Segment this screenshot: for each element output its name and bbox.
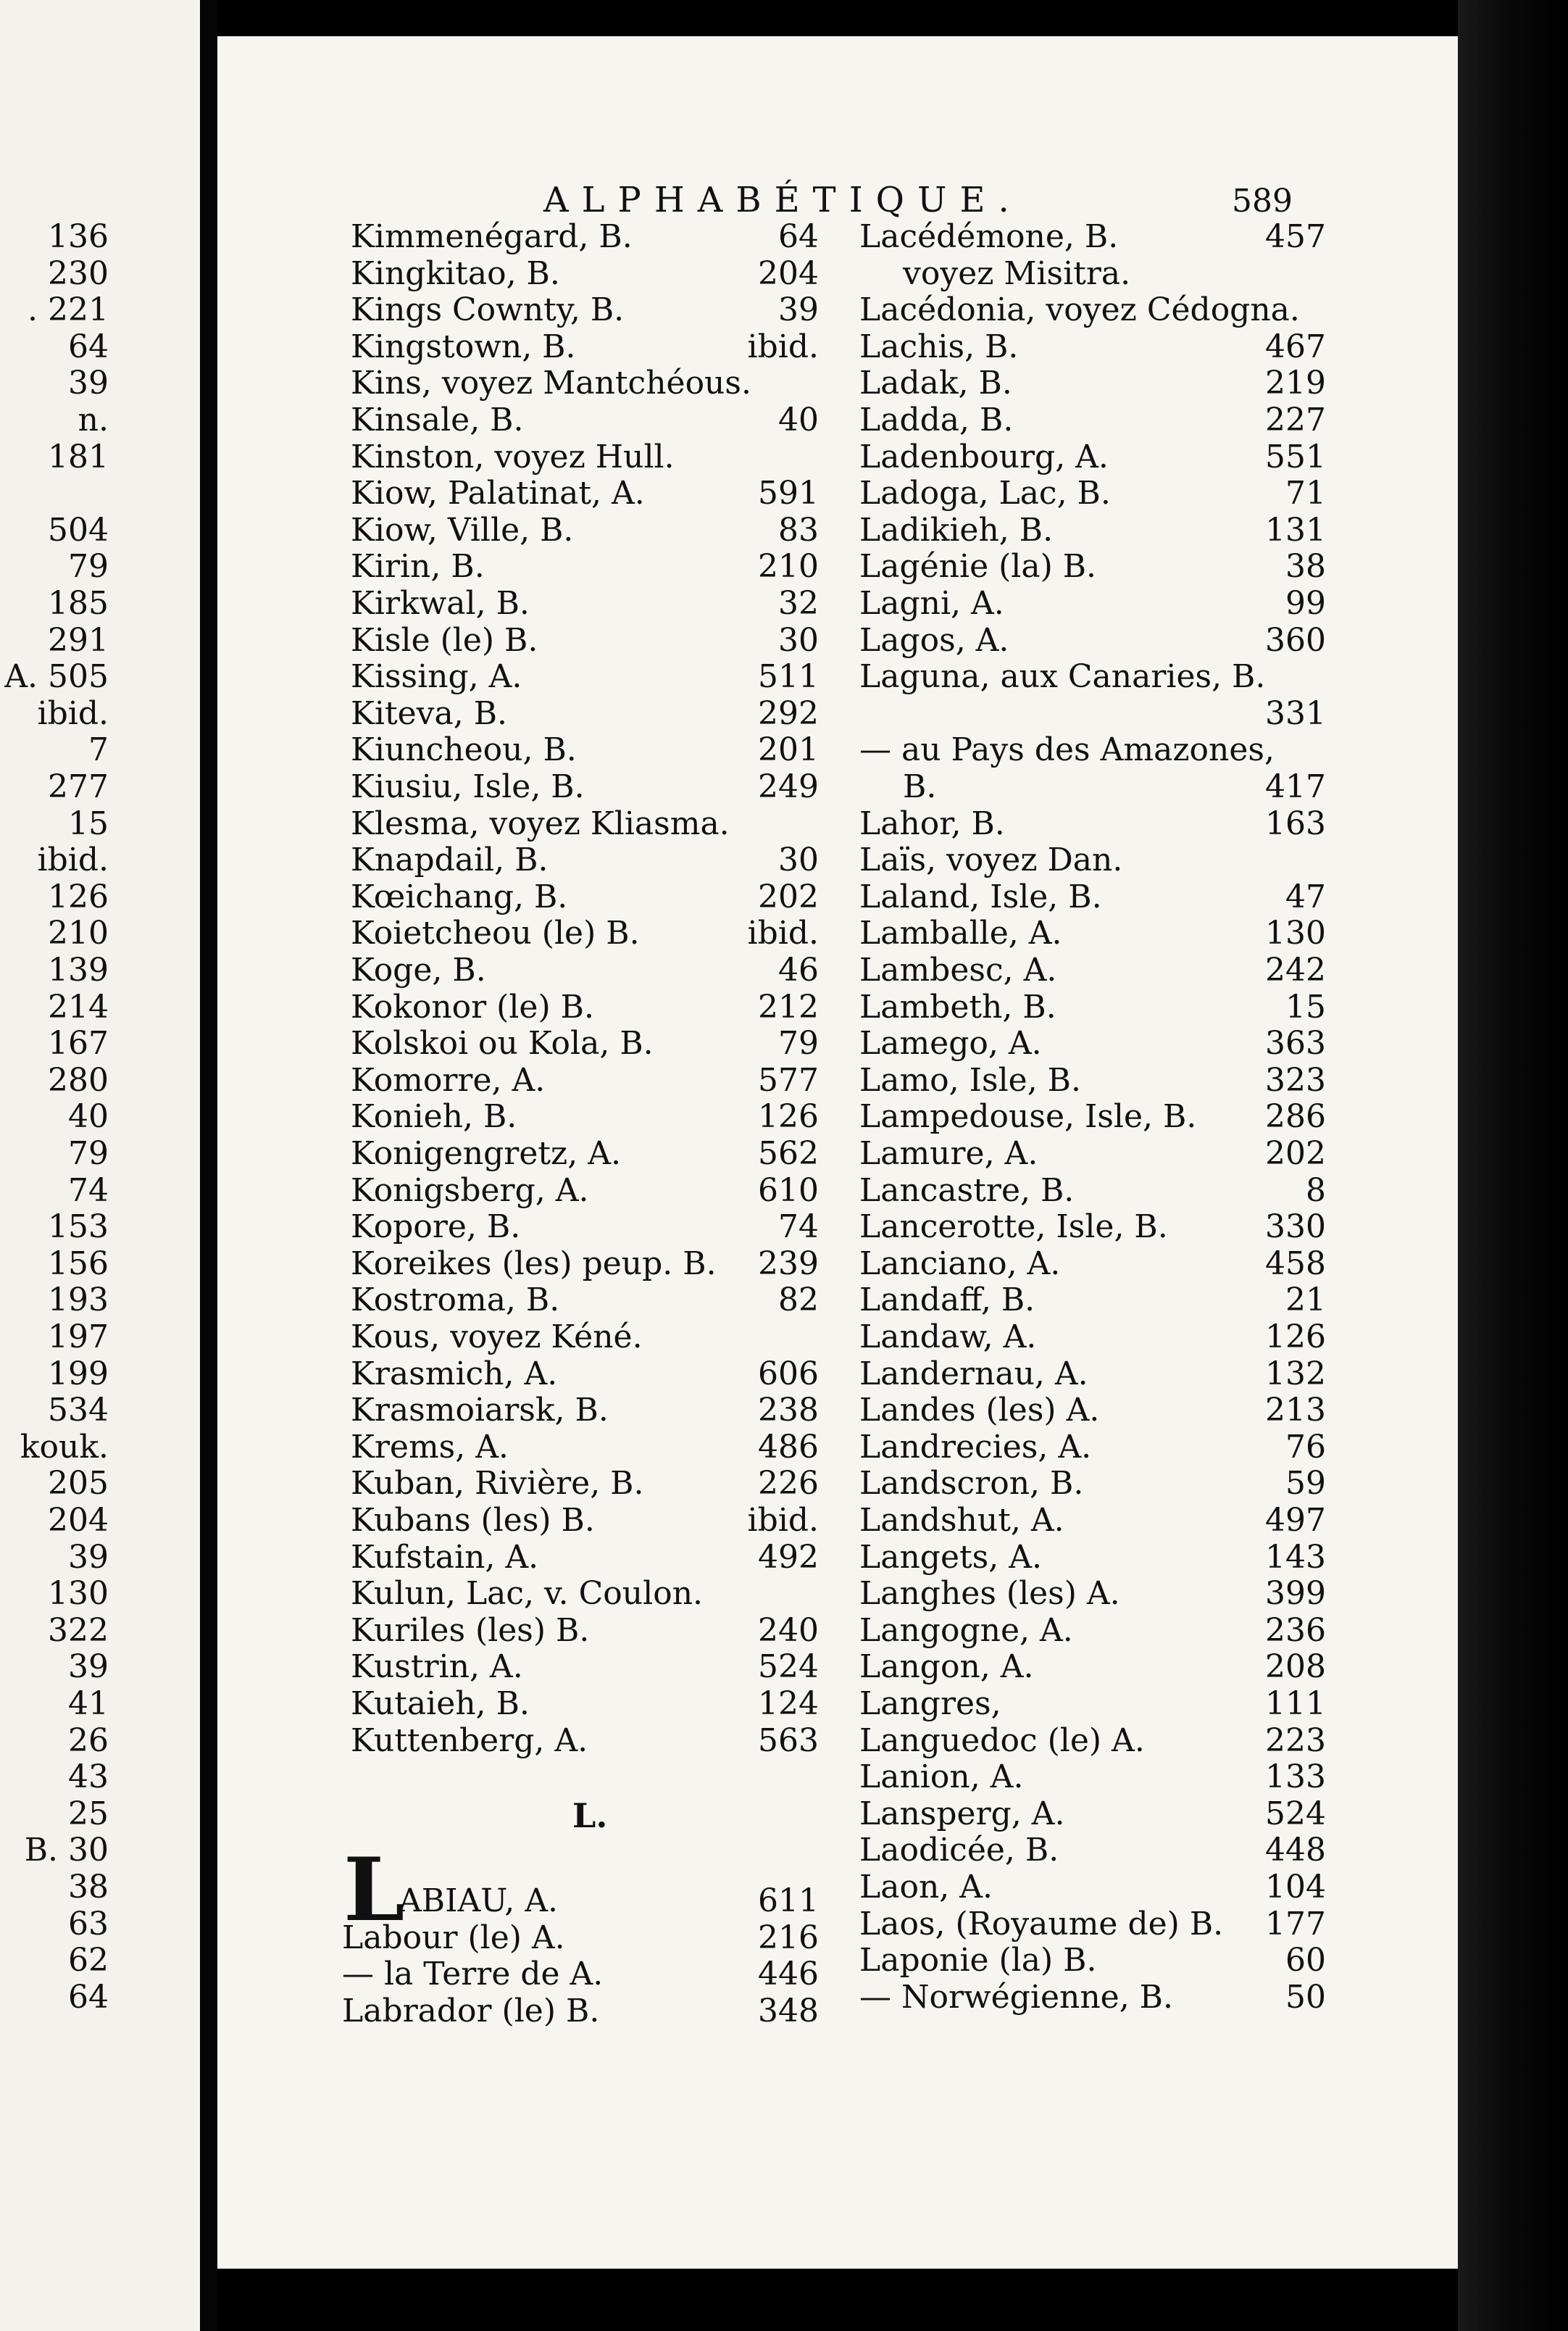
index-entry-page: 202 xyxy=(1265,1135,1326,1172)
index-entry-name: Kuban, Rivière, B. xyxy=(351,1465,644,1503)
index-entry-page: 348 xyxy=(758,1992,819,2029)
index-entry-name: Lanciano, A. xyxy=(859,1245,1061,1282)
index-entry-page: 71 xyxy=(1285,475,1326,512)
page-number: 589 xyxy=(1232,183,1293,220)
index-entry-page: 30 xyxy=(778,842,819,879)
index-entry-name: Lacédonia, voyez Cédogna. xyxy=(859,291,1300,329)
index-entry-name: Konigengretz, A. xyxy=(351,1135,621,1172)
index-entry-page: 524 xyxy=(758,1648,819,1686)
index-entry-name: Kiusiu, Isle, B. xyxy=(351,768,585,805)
margin-number: 126 xyxy=(48,878,109,915)
index-entry-page: 39 xyxy=(778,291,819,329)
margin-number: 79 xyxy=(68,548,109,586)
index-entry-name: Lancerotte, Isle, B. xyxy=(859,1208,1168,1246)
margin-number: 64 xyxy=(68,328,109,365)
index-entry-page: 448 xyxy=(1265,1832,1326,1869)
index-entry-page: 47 xyxy=(1285,878,1326,915)
index-entry-page: 40 xyxy=(778,402,819,439)
index-entry-name: Kisle (le) B. xyxy=(351,621,538,659)
index-entry-name: Kuriles (les) B. xyxy=(351,1611,590,1649)
margin-number: 38 xyxy=(68,1869,109,1906)
index-entry-name: Langogne, A. xyxy=(859,1611,1073,1649)
index-entry-page: 240 xyxy=(758,1611,819,1649)
index-entry-name: Langhes (les) A. xyxy=(859,1575,1120,1613)
index-entry-page: 492 xyxy=(758,1538,819,1576)
index-entry-name: Krasmich, A. xyxy=(351,1355,558,1392)
margin-number: 153 xyxy=(48,1208,109,1246)
index-entry-page: 133 xyxy=(1265,1758,1326,1796)
margin-number: 74 xyxy=(68,1171,109,1209)
index-entry-page: 210 xyxy=(758,548,819,586)
index-entry-name: Kufstain, A. xyxy=(351,1538,539,1576)
index-entry-page: 208 xyxy=(1265,1648,1326,1686)
index-entry-name: Kings Cownty, B. xyxy=(351,291,625,329)
margin-number: 25 xyxy=(68,1795,109,1832)
index-entry-page: 99 xyxy=(1285,585,1326,622)
index-entry-page: 216 xyxy=(758,1919,819,1956)
index-entry-name: Kirkwal, B. xyxy=(351,585,530,622)
index-entry-page: 213 xyxy=(1265,1392,1326,1429)
margin-number: 64 xyxy=(68,1978,109,2016)
index-entry-page: 202 xyxy=(758,878,819,915)
index-entry-name: Komorre, A. xyxy=(351,1061,546,1099)
index-entry-name: Kingstown, B. xyxy=(351,328,576,365)
drop-cap-initial: L xyxy=(343,1839,405,1941)
index-entry-name: ABIAU, A. xyxy=(399,1882,559,1919)
margin-number: . 221 xyxy=(28,291,109,329)
index-entry-page: 177 xyxy=(1265,1905,1326,1942)
index-entry-page: 74 xyxy=(778,1208,819,1246)
index-entry-name: Kingkitao, B. xyxy=(351,254,560,292)
index-entry-name: Knapdail, B. xyxy=(351,842,549,879)
index-entry-page: 486 xyxy=(758,1428,819,1466)
section-letter: L. xyxy=(572,1796,608,1835)
index-entry-name: Lancastre, B. xyxy=(859,1171,1075,1209)
margin-number: kouk. xyxy=(20,1428,109,1466)
index-entry-name: Laponie (la) B. xyxy=(859,1942,1097,1979)
index-entry-name: Kiteva, B. xyxy=(351,694,508,732)
index-entry-page: 226 xyxy=(758,1465,819,1503)
index-entry-name: Lamure, A. xyxy=(859,1135,1038,1172)
index-entry-page: 64 xyxy=(778,218,819,255)
index-entry-page: 458 xyxy=(1265,1245,1326,1282)
index-entry-name: Kiow, Ville, B. xyxy=(351,511,574,549)
index-entry-name: Labour (le) A. xyxy=(342,1919,565,1956)
index-entry-name: Krasmoiarsk, B. xyxy=(351,1392,609,1429)
index-entry-page: 79 xyxy=(778,1025,819,1063)
margin-number: 39 xyxy=(68,365,109,402)
margin-number: ibid. xyxy=(37,842,109,879)
book-edge xyxy=(1458,0,1568,2331)
index-entry-name: Lagénie (la) B. xyxy=(859,548,1097,586)
index-entry-page: 239 xyxy=(758,1245,819,1282)
index-entry-name: Lamo, Isle, B. xyxy=(859,1061,1082,1099)
margin-number: 167 xyxy=(48,1025,109,1063)
index-entry-name: Landscron, B. xyxy=(859,1465,1084,1503)
index-entry-name: Kuttenberg, A. xyxy=(351,1721,588,1759)
index-entry-name: Ladoga, Lac, B. xyxy=(859,475,1111,512)
index-entry-name: Lachis, B. xyxy=(859,328,1019,365)
index-entry-page: 363 xyxy=(1265,1025,1326,1063)
index-entry-page: 323 xyxy=(1265,1061,1326,1099)
index-entry-page: 50 xyxy=(1285,1978,1326,2016)
index-entry-name: Kimmenégard, B. xyxy=(351,218,633,255)
margin-number: 181 xyxy=(48,438,109,475)
index-entry-name: Landshut, A. xyxy=(859,1502,1064,1539)
index-entry-name: Ladda, B. xyxy=(859,402,1014,439)
index-entry-page: 82 xyxy=(778,1281,819,1319)
index-entry-name: Laïs, voyez Dan. xyxy=(859,842,1123,879)
index-entry-name: Lacédémone, B. xyxy=(859,218,1119,255)
index-entry-page: 606 xyxy=(758,1355,819,1392)
index-entry-page: ibid. xyxy=(747,328,819,365)
margin-number: 277 xyxy=(48,768,109,805)
index-entry-name: Laos, (Royaume de) B. xyxy=(859,1905,1224,1942)
index-entry-page: 163 xyxy=(1265,805,1326,842)
margin-number: 43 xyxy=(68,1758,109,1796)
index-entry-page: 104 xyxy=(1265,1869,1326,1906)
index-entry-page: 417 xyxy=(1265,768,1326,805)
margin-number: 230 xyxy=(48,254,109,292)
index-entry-page: 46 xyxy=(778,952,819,989)
margin-number: 193 xyxy=(48,1281,109,1319)
index-entry-page: 236 xyxy=(1265,1611,1326,1649)
index-entry-page: 83 xyxy=(778,511,819,549)
index-entry-name: Laland, Isle, B. xyxy=(859,878,1102,915)
index-entry-page: 59 xyxy=(1285,1465,1326,1503)
index-entry-name: Koge, B. xyxy=(351,952,486,989)
index-entry-name: Lahor, B. xyxy=(859,805,1005,842)
book-gutter xyxy=(200,0,217,2331)
index-entry-page: 467 xyxy=(1265,328,1326,365)
index-entry-page: 457 xyxy=(1265,218,1326,255)
index-entry-page: 446 xyxy=(758,1956,819,1993)
index-entry-page: 497 xyxy=(1265,1502,1326,1539)
index-entry-name: Kissing, A. xyxy=(351,658,522,696)
index-entry-name: Kous, voyez Kéné. xyxy=(351,1318,643,1355)
index-entry-name: Labrador (le) B. xyxy=(342,1992,600,2029)
index-entry-name: Kirin, B. xyxy=(351,548,485,586)
index-entry-name: Lagos, A. xyxy=(859,621,1009,659)
index-entry-page: 577 xyxy=(758,1061,819,1099)
index-entry-name: Kinsale, B. xyxy=(351,402,524,439)
index-entry-page: 562 xyxy=(758,1135,819,1172)
index-entry-name: Laon, A. xyxy=(859,1869,993,1906)
margin-number: 63 xyxy=(68,1905,109,1942)
index-entry-page: 330 xyxy=(1265,1208,1326,1246)
index-entry-page: 111 xyxy=(1265,1685,1326,1722)
index-entry-page: ibid. xyxy=(747,915,819,952)
index-entry-name: Laguna, aux Canaries, B. xyxy=(859,658,1266,696)
margin-number: n. xyxy=(78,402,109,439)
margin-number: 79 xyxy=(68,1135,109,1172)
margin-number: 15 xyxy=(68,805,109,842)
index-entry-name: B. xyxy=(903,768,937,805)
index-entry-name: Landernau, A. xyxy=(859,1355,1088,1392)
index-entry-page: 38 xyxy=(1285,548,1326,586)
margin-number: A. 505 xyxy=(4,658,109,696)
index-entry-page: 201 xyxy=(758,731,819,769)
index-entry-name: Landaw, A. xyxy=(859,1318,1037,1355)
index-entry-name: Koietcheou (le) B. xyxy=(351,915,640,952)
index-entry-page: 611 xyxy=(758,1882,819,1919)
index-entry-page: 610 xyxy=(758,1171,819,1209)
margin-number: 39 xyxy=(68,1648,109,1686)
index-entry-page: 292 xyxy=(758,694,819,732)
index-entry-name: Kolskoi ou Kola, B. xyxy=(351,1025,654,1063)
index-entry-name: Kubans (les) B. xyxy=(351,1502,595,1539)
index-entry-page: 8 xyxy=(1306,1171,1326,1209)
margin-number: 40 xyxy=(68,1098,109,1136)
index-entry-page: 591 xyxy=(758,475,819,512)
index-entry-name: Krems, A. xyxy=(351,1428,509,1466)
index-entry-name: Laodicée, B. xyxy=(859,1832,1059,1869)
index-entry-name: — Norwégienne, B. xyxy=(859,1978,1173,2016)
index-entry-page: 331 xyxy=(1265,694,1326,732)
index-entry-name: Kokonor (le) B. xyxy=(351,988,594,1026)
index-entry-page: 511 xyxy=(758,658,819,696)
page-header: ALPHABÉTIQUE. xyxy=(543,180,1022,220)
margin-number: 322 xyxy=(48,1611,109,1649)
index-entry-name: Ladikieh, B. xyxy=(859,511,1054,549)
index-entry-name: Konigsberg, A. xyxy=(351,1171,589,1209)
margin-number: 197 xyxy=(48,1318,109,1355)
index-entry-name: — au Pays des Amazones, xyxy=(859,731,1275,769)
index-entry-page: 132 xyxy=(1265,1355,1326,1392)
margin-number: 280 xyxy=(48,1061,109,1099)
index-entry-name: Kostroma, B. xyxy=(351,1281,560,1319)
margin-number: 199 xyxy=(48,1355,109,1392)
index-entry-page: ibid. xyxy=(747,1502,819,1539)
index-entry-page: 212 xyxy=(758,988,819,1026)
index-entry-name: Langon, A. xyxy=(859,1648,1034,1686)
index-entry-page: 130 xyxy=(1265,915,1326,952)
index-entry-page: 551 xyxy=(1265,438,1326,475)
index-entry-name: Landrecies, A. xyxy=(859,1428,1092,1466)
margin-number: 504 xyxy=(48,511,109,549)
index-entry-page: 399 xyxy=(1265,1575,1326,1613)
index-entry-name: Lambeth, B. xyxy=(859,988,1056,1026)
index-entry-page: 242 xyxy=(1265,952,1326,989)
index-entry-name: Ladak, B. xyxy=(859,365,1012,402)
index-entry-page: 360 xyxy=(1265,621,1326,659)
index-entry-page: 32 xyxy=(778,585,819,622)
index-entry-page: 131 xyxy=(1265,511,1326,549)
index-entry-name: Kœichang, B. xyxy=(351,878,568,915)
index-entry-page: 126 xyxy=(1265,1318,1326,1355)
index-entry-page: 524 xyxy=(1265,1795,1326,1832)
margin-number: 26 xyxy=(68,1721,109,1759)
margin-number: 136 xyxy=(48,218,109,255)
index-entry-name: voyez Misitra. xyxy=(903,254,1131,292)
index-entry-page: 76 xyxy=(1285,1428,1326,1466)
index-entry-page: 15 xyxy=(1285,988,1326,1026)
margin-number: 41 xyxy=(68,1685,109,1722)
index-entry-name: Lampedouse, Isle, B. xyxy=(859,1098,1197,1136)
index-entry-name: Kiow, Palatinat, A. xyxy=(351,475,645,512)
index-entry-name: Landes (les) A. xyxy=(859,1392,1100,1429)
index-entry-name: Landaff, B. xyxy=(859,1281,1035,1319)
index-entry-name: Kustrin, A. xyxy=(351,1648,523,1686)
index-entry-name: Kopore, B. xyxy=(351,1208,521,1246)
index-entry-page: 143 xyxy=(1265,1538,1326,1576)
index-entry-name: Kins, voyez Mantchéous. xyxy=(351,365,751,402)
index-entry-name: Langres, xyxy=(859,1685,1001,1722)
index-entry-page: 563 xyxy=(758,1721,819,1759)
index-entry-name: Lamballe, A. xyxy=(859,915,1062,952)
index-entry-page: 124 xyxy=(758,1685,819,1722)
margin-number: 62 xyxy=(68,1942,109,1979)
index-entry-name: Lagni, A. xyxy=(859,585,1004,622)
margin-number: 130 xyxy=(48,1575,109,1613)
margin-number: 139 xyxy=(48,952,109,989)
margin-number: 210 xyxy=(48,915,109,952)
index-entry-name: Kulun, Lac, v. Coulon. xyxy=(351,1575,704,1613)
index-entry-name: Konieh, B. xyxy=(351,1098,517,1136)
index-entry-page: 286 xyxy=(1265,1098,1326,1136)
margin-number: 204 xyxy=(48,1502,109,1539)
index-entry-page: 30 xyxy=(778,621,819,659)
index-entry-name: Lanion, A. xyxy=(859,1758,1024,1796)
index-entry-page: 126 xyxy=(758,1098,819,1136)
index-entry-page: 249 xyxy=(758,768,819,805)
index-entry-name: Langets, A. xyxy=(859,1538,1042,1576)
margin-number: 205 xyxy=(48,1465,109,1503)
index-entry-name: Koreikes (les) peup. B. xyxy=(351,1245,717,1282)
index-entry-page: 60 xyxy=(1285,1942,1326,1979)
index-entry-page: 204 xyxy=(758,254,819,292)
index-entry-name: Ladenbourg, A. xyxy=(859,438,1109,475)
index-entry-page: 219 xyxy=(1265,365,1326,402)
margin-number: 185 xyxy=(48,585,109,622)
index-entry-name: Languedoc (le) A. xyxy=(859,1721,1145,1759)
margin-number: B. 30 xyxy=(24,1832,109,1869)
index-entry-name: Kiuncheou, B. xyxy=(351,731,577,769)
index-entry-page: 238 xyxy=(758,1392,819,1429)
margin-number: 7 xyxy=(88,731,109,769)
index-entry-name: Kutaieh, B. xyxy=(351,1685,530,1722)
margin-number: ibid. xyxy=(37,694,109,732)
index-entry-name: Lansperg, A. xyxy=(859,1795,1065,1832)
index-entry-name: Lambesc, A. xyxy=(859,952,1057,989)
margin-number: 39 xyxy=(68,1538,109,1576)
index-entry-page: 227 xyxy=(1265,402,1326,439)
index-entry-page: 21 xyxy=(1285,1281,1326,1319)
margin-number: 291 xyxy=(48,621,109,659)
index-entry-name: Lamego, A. xyxy=(859,1025,1042,1063)
margin-number: 214 xyxy=(48,988,109,1026)
margin-number: 534 xyxy=(48,1392,109,1429)
index-entry-name: Kinston, voyez Hull. xyxy=(351,438,675,475)
margin-number: 156 xyxy=(48,1245,109,1282)
index-entry-name: — la Terre de A. xyxy=(342,1956,604,1993)
index-entry-page: 223 xyxy=(1265,1721,1326,1759)
index-entry-name: Klesma, voyez Kliasma. xyxy=(351,805,730,842)
